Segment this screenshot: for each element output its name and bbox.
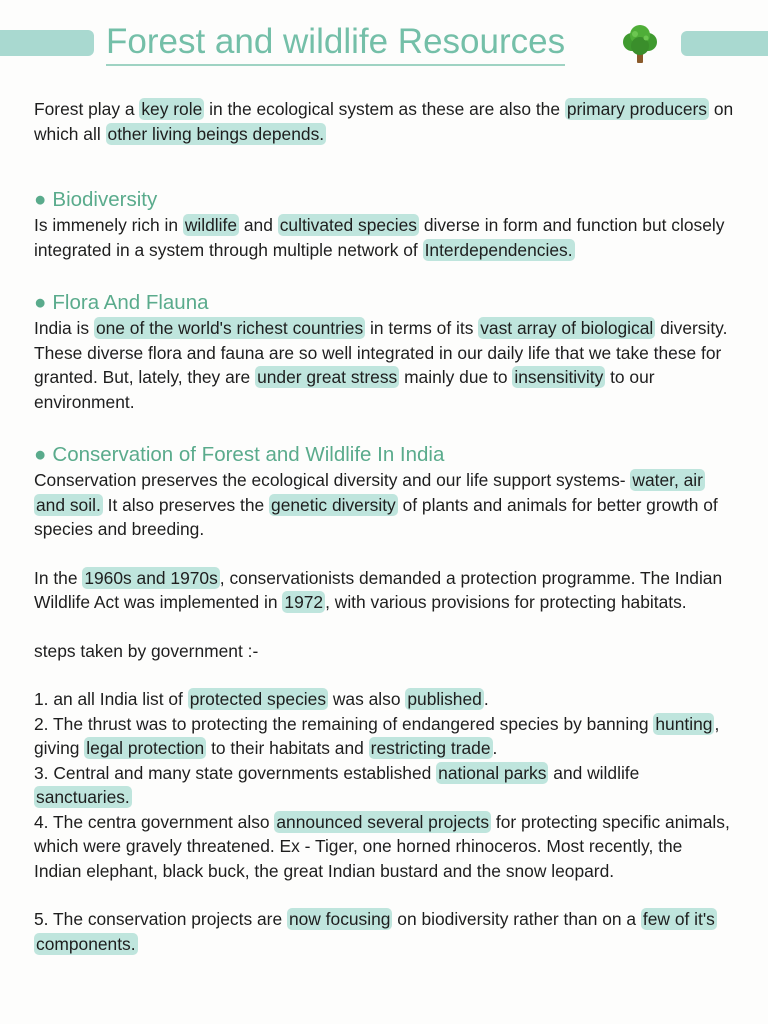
- text: Is immenely rich in: [34, 215, 183, 235]
- highlight: one of the world's richest countries: [95, 318, 364, 338]
- highlight: genetic diversity: [271, 494, 396, 515]
- tree-icon: [618, 24, 662, 64]
- text: mainly due to: [399, 367, 513, 387]
- highlight: Interdependencies.: [424, 239, 573, 260]
- text: Forest play a: [34, 99, 140, 119]
- section-heading-conservation: [34, 442, 734, 468]
- bullet-icon: ●: [34, 291, 47, 314]
- text: 5. The conservation projects are: [34, 909, 287, 929]
- highlight: legal protection: [86, 738, 205, 758]
- highlight: 1960s and 1970s: [84, 567, 218, 588]
- step-3: [34, 761, 734, 810]
- highlight: wildlife: [184, 215, 238, 235]
- highlight: key role: [141, 99, 203, 119]
- text: Conservation preserves the ecological diversity and our life support systems-: [34, 470, 631, 490]
- text: 4. The centra government also: [34, 811, 275, 832]
- text: 2. The thrust was to protecting the remaining of endangered species by banning: [34, 713, 654, 734]
- highlight: sanctuaries.: [36, 787, 130, 807]
- section-heading-flora: [34, 290, 734, 316]
- highlight: protected species: [189, 689, 327, 709]
- text: In the: [34, 567, 83, 588]
- highlight: published: [407, 689, 482, 709]
- text: .: [492, 738, 498, 758]
- text: for protecting specific animals, which were gravely threatened. Ex - Tiger, one horned rhinoceros. Most recently, the Indian elephant, black buck, the great Indian bustard and the snow leopard.: [34, 811, 730, 881]
- step-2: [34, 712, 734, 761]
- text: on biodiversity rather than on a: [392, 909, 641, 929]
- title-decoration-right: [681, 31, 768, 56]
- highlight: 1972: [284, 592, 324, 612]
- text: was also: [328, 689, 406, 709]
- highlight: announced several projects: [276, 811, 490, 832]
- highlight: now focusing: [288, 909, 391, 929]
- text: of plants and animals for better growth of species and breeding.: [34, 494, 718, 539]
- highlight: insensitivity: [514, 367, 604, 387]
- highlight: primary producers: [566, 99, 707, 119]
- page-title: Forest and wildlife Resources: [106, 22, 565, 66]
- highlight: cultivated species: [279, 215, 417, 235]
- flora-paragraph: [34, 316, 734, 414]
- text: , with various provisions for protecting habitats.: [325, 592, 687, 612]
- highlight: hunting: [655, 713, 713, 734]
- steps-heading: steps taken by government :-: [34, 640, 259, 661]
- highlight: few of it's components.: [36, 909, 715, 954]
- text: on which all: [34, 99, 734, 144]
- title-decoration-left: [0, 30, 94, 56]
- highlight: other living beings depends.: [107, 123, 325, 144]
- bullet-icon: ●: [34, 188, 47, 211]
- text: to our environment.: [34, 367, 655, 412]
- text: It also preserves the: [102, 494, 270, 515]
- intro-paragraph: [34, 97, 734, 146]
- highlight: under great stress: [257, 367, 398, 387]
- text: diverse in form and function but closely integrated in a system through multiple network of: [34, 215, 725, 260]
- highlight: restricting trade: [370, 738, 491, 758]
- text: diversity. These diverse flora and fauna are so well integrated in our daily life that we take these for granted. But, lately, they are: [34, 318, 728, 387]
- document-body: [34, 97, 734, 956]
- highlight: national parks: [438, 762, 547, 783]
- heading-text: Biodiversity: [52, 188, 158, 211]
- conservation-paragraph-2: [34, 566, 734, 615]
- heading-text: Flora And Flauna: [52, 291, 209, 314]
- bullet-icon: ●: [34, 443, 47, 466]
- text: and wildlife: [548, 762, 640, 783]
- conservation-paragraph-1: [34, 468, 734, 542]
- step-5: [34, 907, 734, 956]
- step-1: [34, 687, 734, 712]
- highlight: vast array of biological: [480, 318, 654, 338]
- text: , giving: [34, 713, 720, 758]
- text: .: [483, 689, 489, 709]
- biodiversity-paragraph: [34, 213, 734, 262]
- text: and: [239, 215, 278, 235]
- text: 1. an all India list of: [34, 689, 188, 709]
- text: to their habitats and: [206, 738, 369, 758]
- text: , conservationists demanded a protection programme. The Indian Wildlife Act was implemented in: [34, 567, 723, 612]
- step-4: [34, 810, 734, 884]
- highlight: water, air and soil.: [36, 470, 703, 515]
- text: 3. Central and many state governments established: [34, 762, 437, 783]
- text: in terms of its: [365, 318, 479, 338]
- text: India is: [34, 318, 94, 338]
- text: in the ecological system as these are also the: [204, 99, 565, 119]
- heading-text: Conservation of Forest and Wildlife In India: [52, 443, 445, 466]
- section-heading-biodiversity: [34, 187, 734, 213]
